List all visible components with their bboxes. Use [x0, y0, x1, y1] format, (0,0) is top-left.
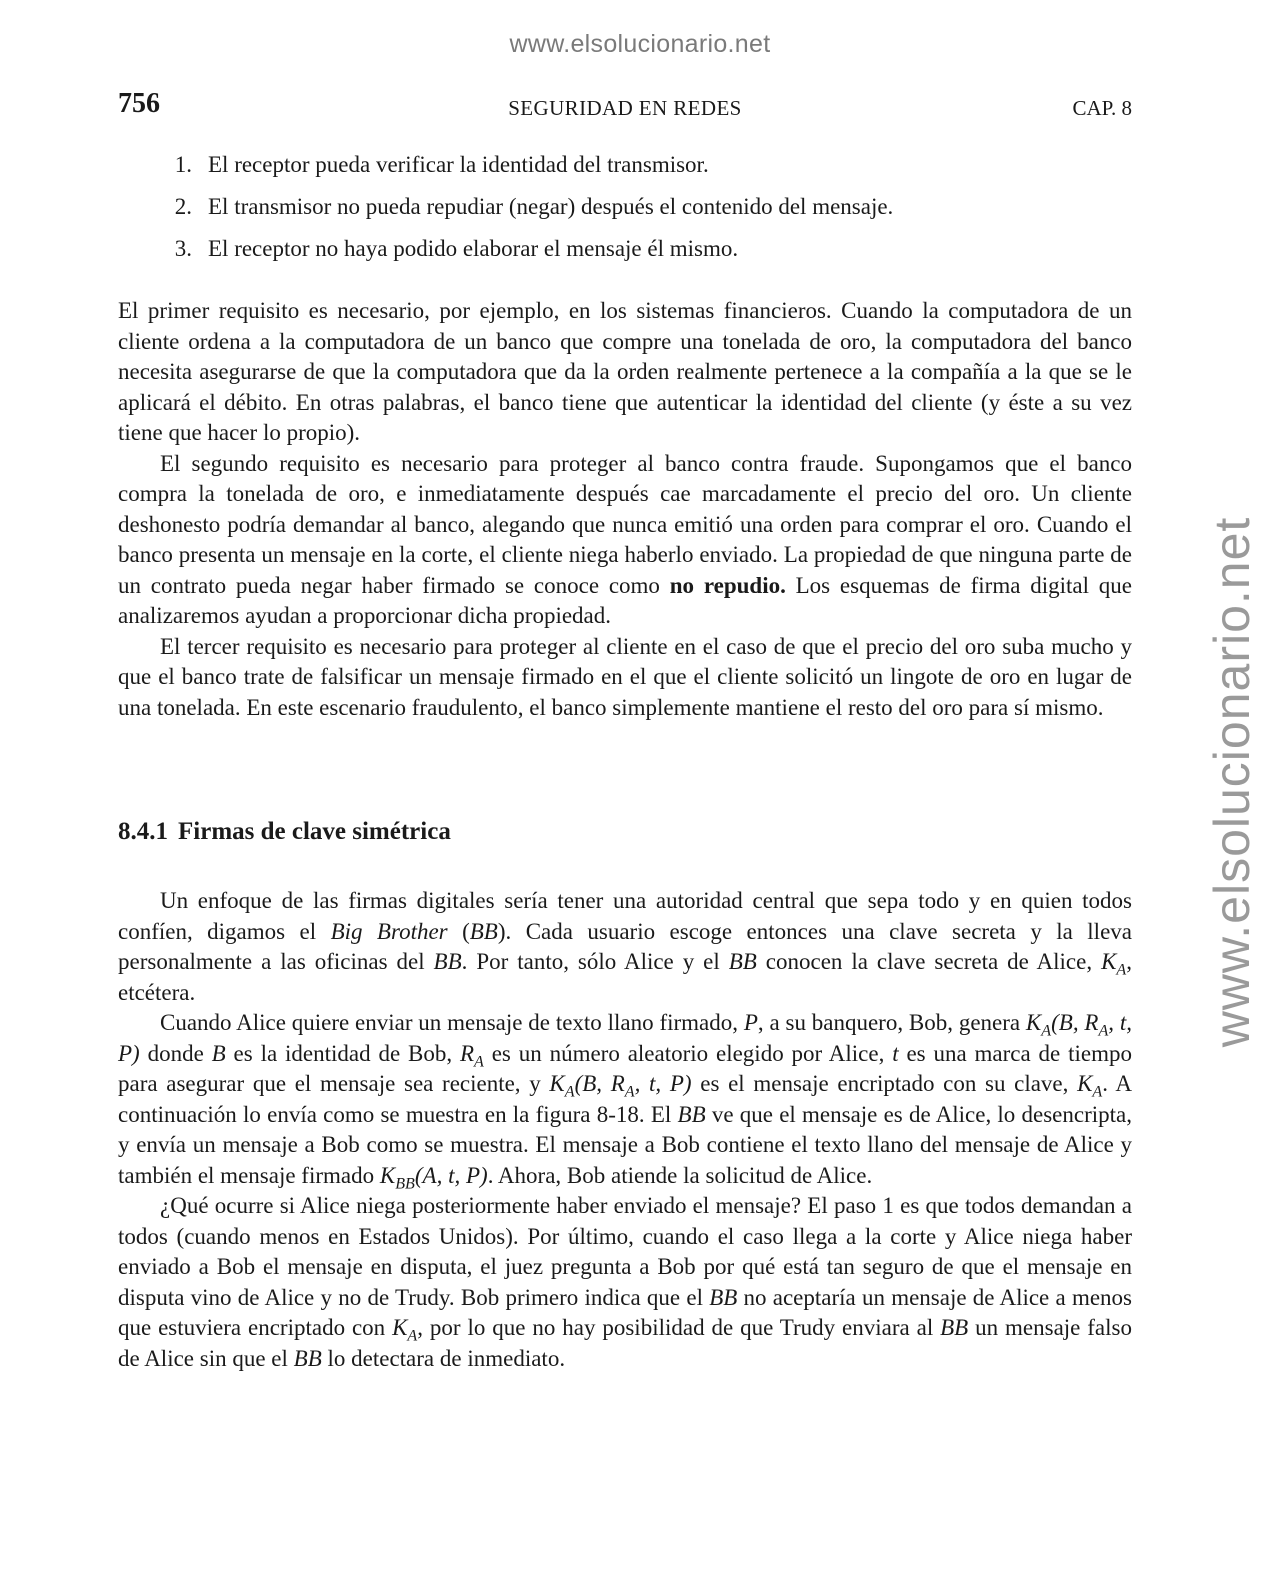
math-subscript: A: [624, 1083, 635, 1101]
text-run: lo detectara de inmediato.: [321, 1345, 566, 1371]
paragraph-third-requirement: El tercer requisito es necesario para proteger al cliente en el caso de que el precio del oro suba mucho y que el banco trate de falsificar un mensaje firmado en el que el cliente solicitó un lingote de oro en lugar de una tonelada. En este escenario fraudulento, el banco simplemente mantiene el resto del oro para sí mismo.: [118, 633, 1132, 720]
paragraph-alice-message: [118, 1008, 1132, 1191]
math-subscript: A: [1116, 961, 1127, 979]
text-run: (: [447, 918, 470, 944]
math-subscript: A: [1041, 1022, 1052, 1040]
term-bb: BB: [433, 949, 462, 974]
list-item-number: 3.: [174, 236, 192, 261]
requirements-list: [118, 150, 1132, 276]
page-number: 756: [118, 88, 160, 119]
text-run: es la identidad de Bob,: [225, 1040, 460, 1066]
math-var: B: [211, 1040, 226, 1066]
math-expr: (B, R: [574, 1071, 625, 1096]
watermark-top: www.elsolucionario.net: [509, 30, 771, 58]
list-item: [118, 150, 1132, 180]
term-bb: BB: [469, 918, 498, 944]
text-run: . Por tanto, sólo Alice y el: [461, 949, 729, 974]
text-run: , por lo que no hay posibilidad de que Trudy enviara al: [417, 1315, 941, 1340]
section-heading: [118, 818, 451, 846]
text-run: El segundo requisito es necesario para proteger al banco contra fraude. Supongamos que el banco compra la tonelada de oro, e inmediatamente después cae marcadamente el precio del oro. Un cliente deshonesto podría demandar al banco, alegando que nunca emitió una orden para comprar el oro. Cuando el banco presenta un mensaje en la corte, el cliente niega haberlo enviado. La propiedad de que ninguna parte de un contrato pueda negar haber firmado se conoce como: [118, 450, 1132, 598]
math-var: K: [1101, 949, 1117, 974]
watermark-side: www.elsolucionario.net: [1204, 516, 1260, 1048]
math-var: K: [549, 1071, 565, 1096]
term-bb: BB: [709, 1284, 738, 1310]
text-run: . Ahora, Bob atiende la solicitud de Alice.: [487, 1162, 873, 1188]
math-var: R: [459, 1040, 475, 1066]
text-run: ve que el mensaje es de Alice, lo desencripta, y envía un mensaje a Bob como se muestra. El mensaje a Bob contiene el texto llano del mensaje de Alice y también el mensaje firmado: [118, 1101, 1132, 1188]
text-run: es un número aleatorio elegido por Alice,: [483, 1040, 893, 1066]
list-item-text: El receptor no haya podido elaborar el mensaje él mismo.: [208, 236, 739, 261]
page-header: [118, 88, 1132, 124]
text-run: no aceptaría un mensaje de Alice a menos que estuviera encriptado con: [118, 1284, 1132, 1340]
text-run: Un enfoque de las firmas digitales sería tener una autoridad central que sepa todo y en quien todos confíen, digamos el: [118, 888, 1132, 944]
term-bb: BB: [677, 1101, 706, 1127]
text-run: Los esquemas de firma digital que analizaremos ayudan a proporcionar dicha propiedad.: [118, 572, 1132, 628]
text-run: es una marca de tiempo para asegurar que el mensaje sea reciente, y: [118, 1040, 1132, 1096]
math-expr: , t, P): [634, 1071, 692, 1096]
list-item-text: El transmisor no pueda repudiar (negar) después el contenido del mensaje.: [208, 194, 894, 219]
paragraph-dispute: [118, 1191, 1132, 1374]
term-bb: BB: [728, 949, 757, 974]
math-var: K: [1025, 1010, 1042, 1035]
text-run: es el mensaje encriptado con su clave,: [691, 1071, 1078, 1096]
term-bb: BB: [940, 1315, 969, 1340]
math-var: t: [892, 1040, 899, 1066]
math-expr: , t, P): [118, 1010, 1132, 1066]
paragraph-big-brother: [118, 886, 1132, 1008]
math-subscript: A: [1092, 1083, 1103, 1101]
section-title: Firmas de clave simétrica: [178, 818, 451, 845]
text-run: un mensaje falso de Alice sin que el: [118, 1315, 1132, 1371]
running-title: SEGURIDAD EN REDES: [508, 96, 742, 120]
math-subscript: A: [474, 1053, 484, 1071]
text-run: donde: [139, 1040, 212, 1066]
math-subscript: A: [407, 1327, 418, 1345]
intro-body: [118, 296, 1132, 723]
list-item-number: 2.: [174, 194, 192, 219]
section-body: [118, 886, 1132, 1374]
term-big-brother: Big Brother: [330, 918, 448, 944]
math-expr: (B, R: [1051, 1010, 1099, 1035]
text-run: ¿Qué ocurre si Alice niega posteriormente haber enviado el mensaje? El paso 1 es que todos demandan a todos (cuando menos en Estados Unidos). Por último, cuando el caso llega a la corte y Alice niega haber enviado a Bob el mensaje en disputa, el juez pregunta a Bob por qué está tan seguro de que el mensaje en disputa vino de Alice y no de Trudy. Bob primero indica que el: [118, 1193, 1132, 1310]
text-run: conocen la clave secreta de Alice,: [756, 949, 1102, 974]
paragraph-second-requirement: [118, 449, 1132, 632]
math-subscript: A: [564, 1083, 575, 1101]
term-bb: BB: [293, 1345, 322, 1371]
text-run: , etcétera.: [118, 949, 1132, 1005]
list-item-text: El receptor pueda verificar la identidad del transmisor.: [208, 152, 709, 177]
text-run: ). Cada usuario escoge entonces una clave secreta y la lleva personalmente a las oficinas del: [118, 918, 1132, 974]
math-var: P: [743, 1010, 758, 1035]
term-no-repudio: no repudio.: [669, 572, 786, 598]
section-number: 8.4.1: [118, 818, 168, 845]
list-item-number: 1.: [174, 152, 192, 177]
text-run: , a su banquero, Bob, genera: [757, 1010, 1026, 1035]
math-subscript: A: [1098, 1022, 1109, 1040]
text-run: Cuando Alice quiere enviar un mensaje de texto llano firmado,: [160, 1010, 744, 1035]
math-var: K: [1077, 1071, 1093, 1096]
list-item: [118, 192, 1132, 222]
math-expr: (A, t, P): [414, 1162, 488, 1188]
text-run: . A continuación lo envía como se muestra en la figura 8-18. El: [118, 1071, 1133, 1127]
chapter-label: CAP. 8: [1072, 96, 1132, 120]
math-var: K: [392, 1315, 408, 1340]
math-var: K: [379, 1162, 396, 1188]
list-item: [118, 234, 1132, 264]
math-subscript: BB: [395, 1175, 415, 1193]
paragraph-first-requirement: El primer requisito es necesario, por ejemplo, en los sistemas financieros. Cuando la computadora de un cliente ordena a la computadora de un banco que compre una tonelada de oro, la computadora del banco necesita asegurarse de que la computadora que da la orden realmente pertenece a la compañía a la que se le aplicará el débito. En otras palabras, el banco tiene que autenticar la identidad del cliente (y éste a su vez tiene que hacer lo propio).: [118, 298, 1132, 445]
